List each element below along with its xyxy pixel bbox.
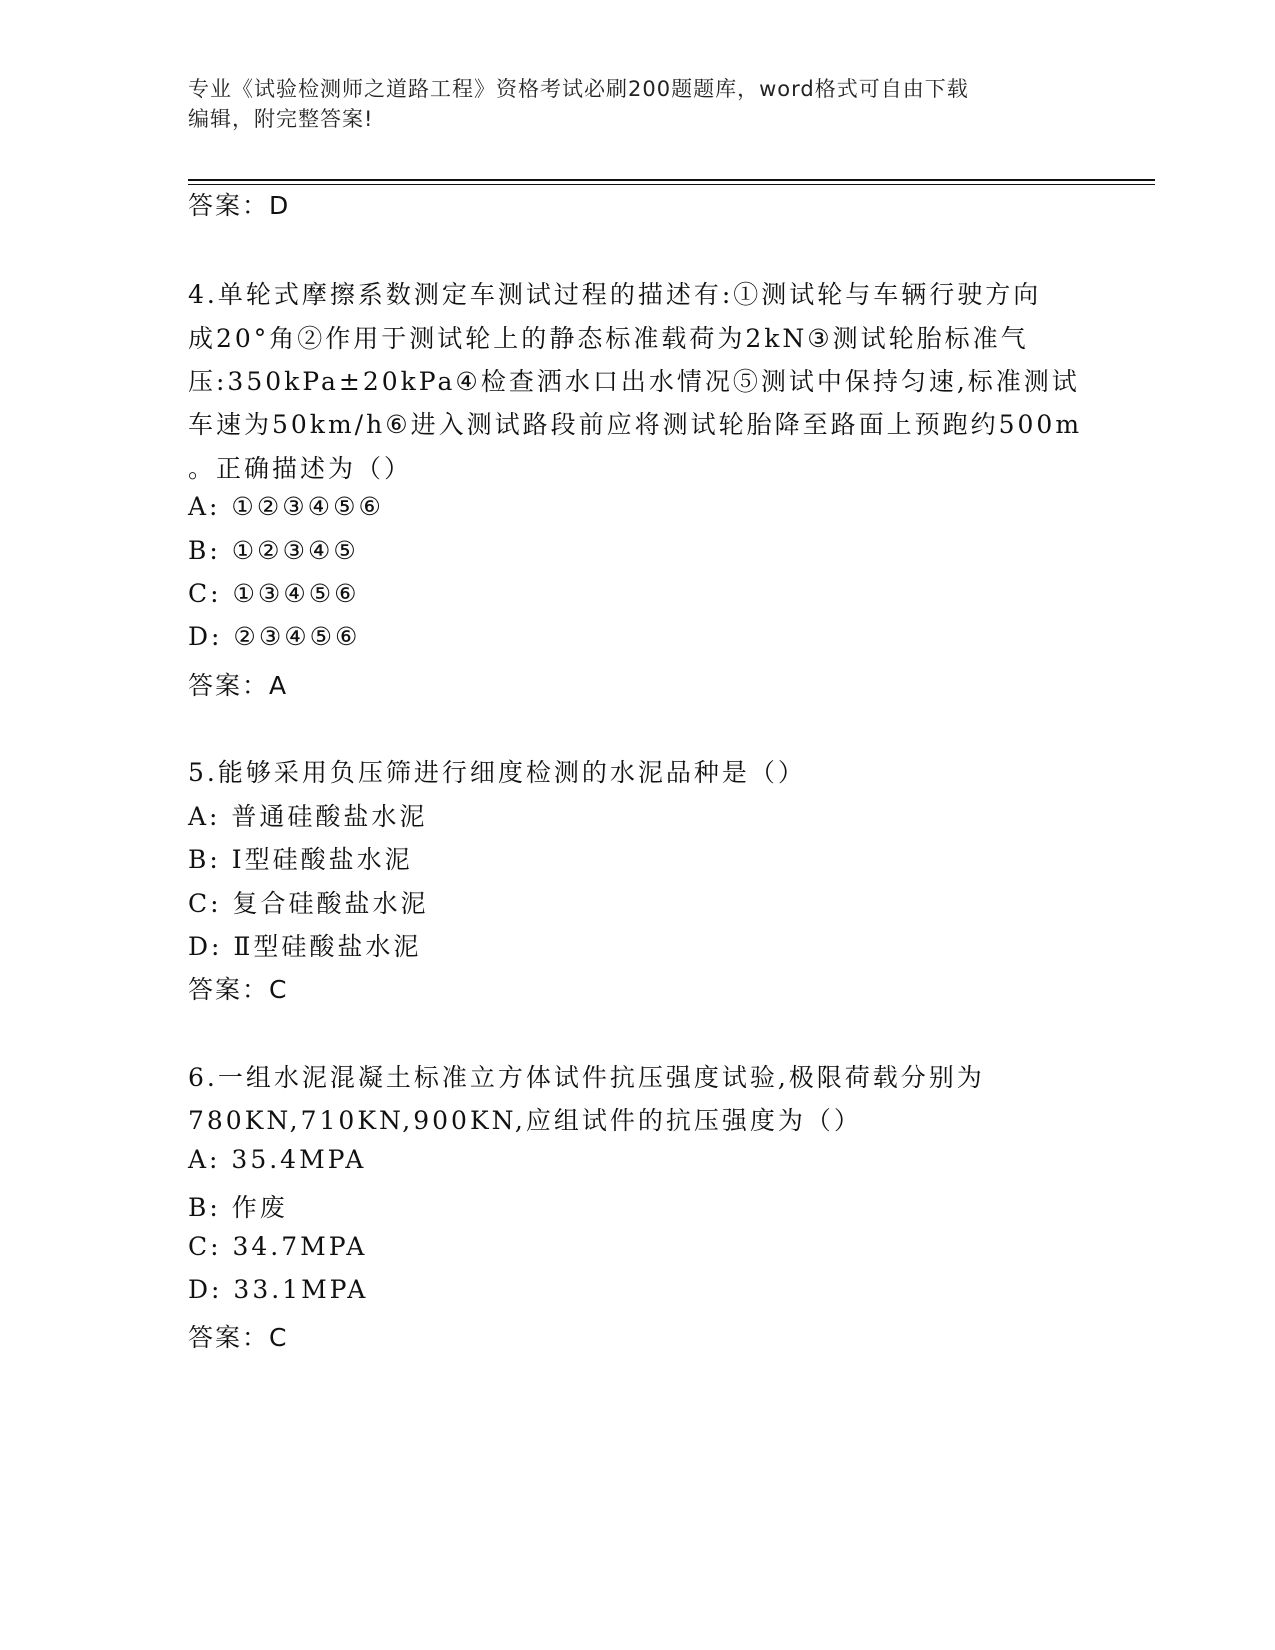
question-4-option-a: A: ①②③④⑤⑥ <box>188 492 384 521</box>
question-6-option-b: B: 作废 <box>188 1193 288 1222</box>
page-header <box>188 74 1068 134</box>
question-6-option-d: D: 33.1MPA <box>188 1275 369 1304</box>
question-5-option-d: D: Ⅱ型硅酸盐水泥 <box>188 932 422 961</box>
question-4-answer: 答案：A <box>188 671 289 700</box>
question-6-line-2: 780KN,710KN,900KN,应组试件的抗压强度为（） <box>188 1106 862 1135</box>
question-4-line-5: 。正确描述为（） <box>188 454 413 483</box>
header-rule-thin <box>188 184 1155 185</box>
question-4-option-b: B: ①②③④⑤ <box>188 536 359 565</box>
header-line-1: 专业《试验检测师之道路工程》资格考试必刷200题题库，word格式可自由下载 <box>188 77 969 101</box>
question-5-option-b: B: Ⅰ型硅酸盐水泥 <box>188 845 413 874</box>
question-6-line-1: 6.一组水泥混凝土标准立方体试件抗压强度试验,极限荷载分别为 <box>188 1063 985 1092</box>
question-6-answer: 答案：C <box>188 1323 289 1352</box>
previous-answer: 答案：D <box>188 191 291 220</box>
header-line-2: 编辑，附完整答案! <box>188 107 374 131</box>
question-4-option-d: D: ②③④⑤⑥ <box>188 622 361 651</box>
question-6-option-c: C: 34.7MPA <box>188 1232 368 1261</box>
question-5-option-a: A: 普通硅酸盐水泥 <box>188 802 428 831</box>
question-4-line-4: 车速为50km/h⑥进入测试路段前应将测试轮胎降至路面上预跑约500m <box>188 410 1083 439</box>
question-4-line-2: 成20°角②作用于测试轮上的静态标准载荷为2kN③测试轮胎标准气 <box>188 324 1029 353</box>
question-4-option-c: C: ①③④⑤⑥ <box>188 579 360 608</box>
header-rule-thick <box>188 179 1155 181</box>
question-5-line-1: 5.能够采用负压筛进行细度检测的水泥品种是（） <box>188 758 806 787</box>
question-5-option-c: C: 复合硅酸盐水泥 <box>188 889 429 918</box>
question-4-line-1: 4.单轮式摩擦系数测定车测试过程的描述有:①测试轮与车辆行驶方向 <box>188 280 1042 309</box>
question-6-option-a: A: 35.4MPA <box>188 1145 367 1174</box>
question-5-answer: 答案：C <box>188 975 289 1004</box>
question-4-line-3: 压:350kPa±20kPa④检查洒水口出水情况⑤测试中保持匀速,标准测试 <box>188 367 1080 396</box>
